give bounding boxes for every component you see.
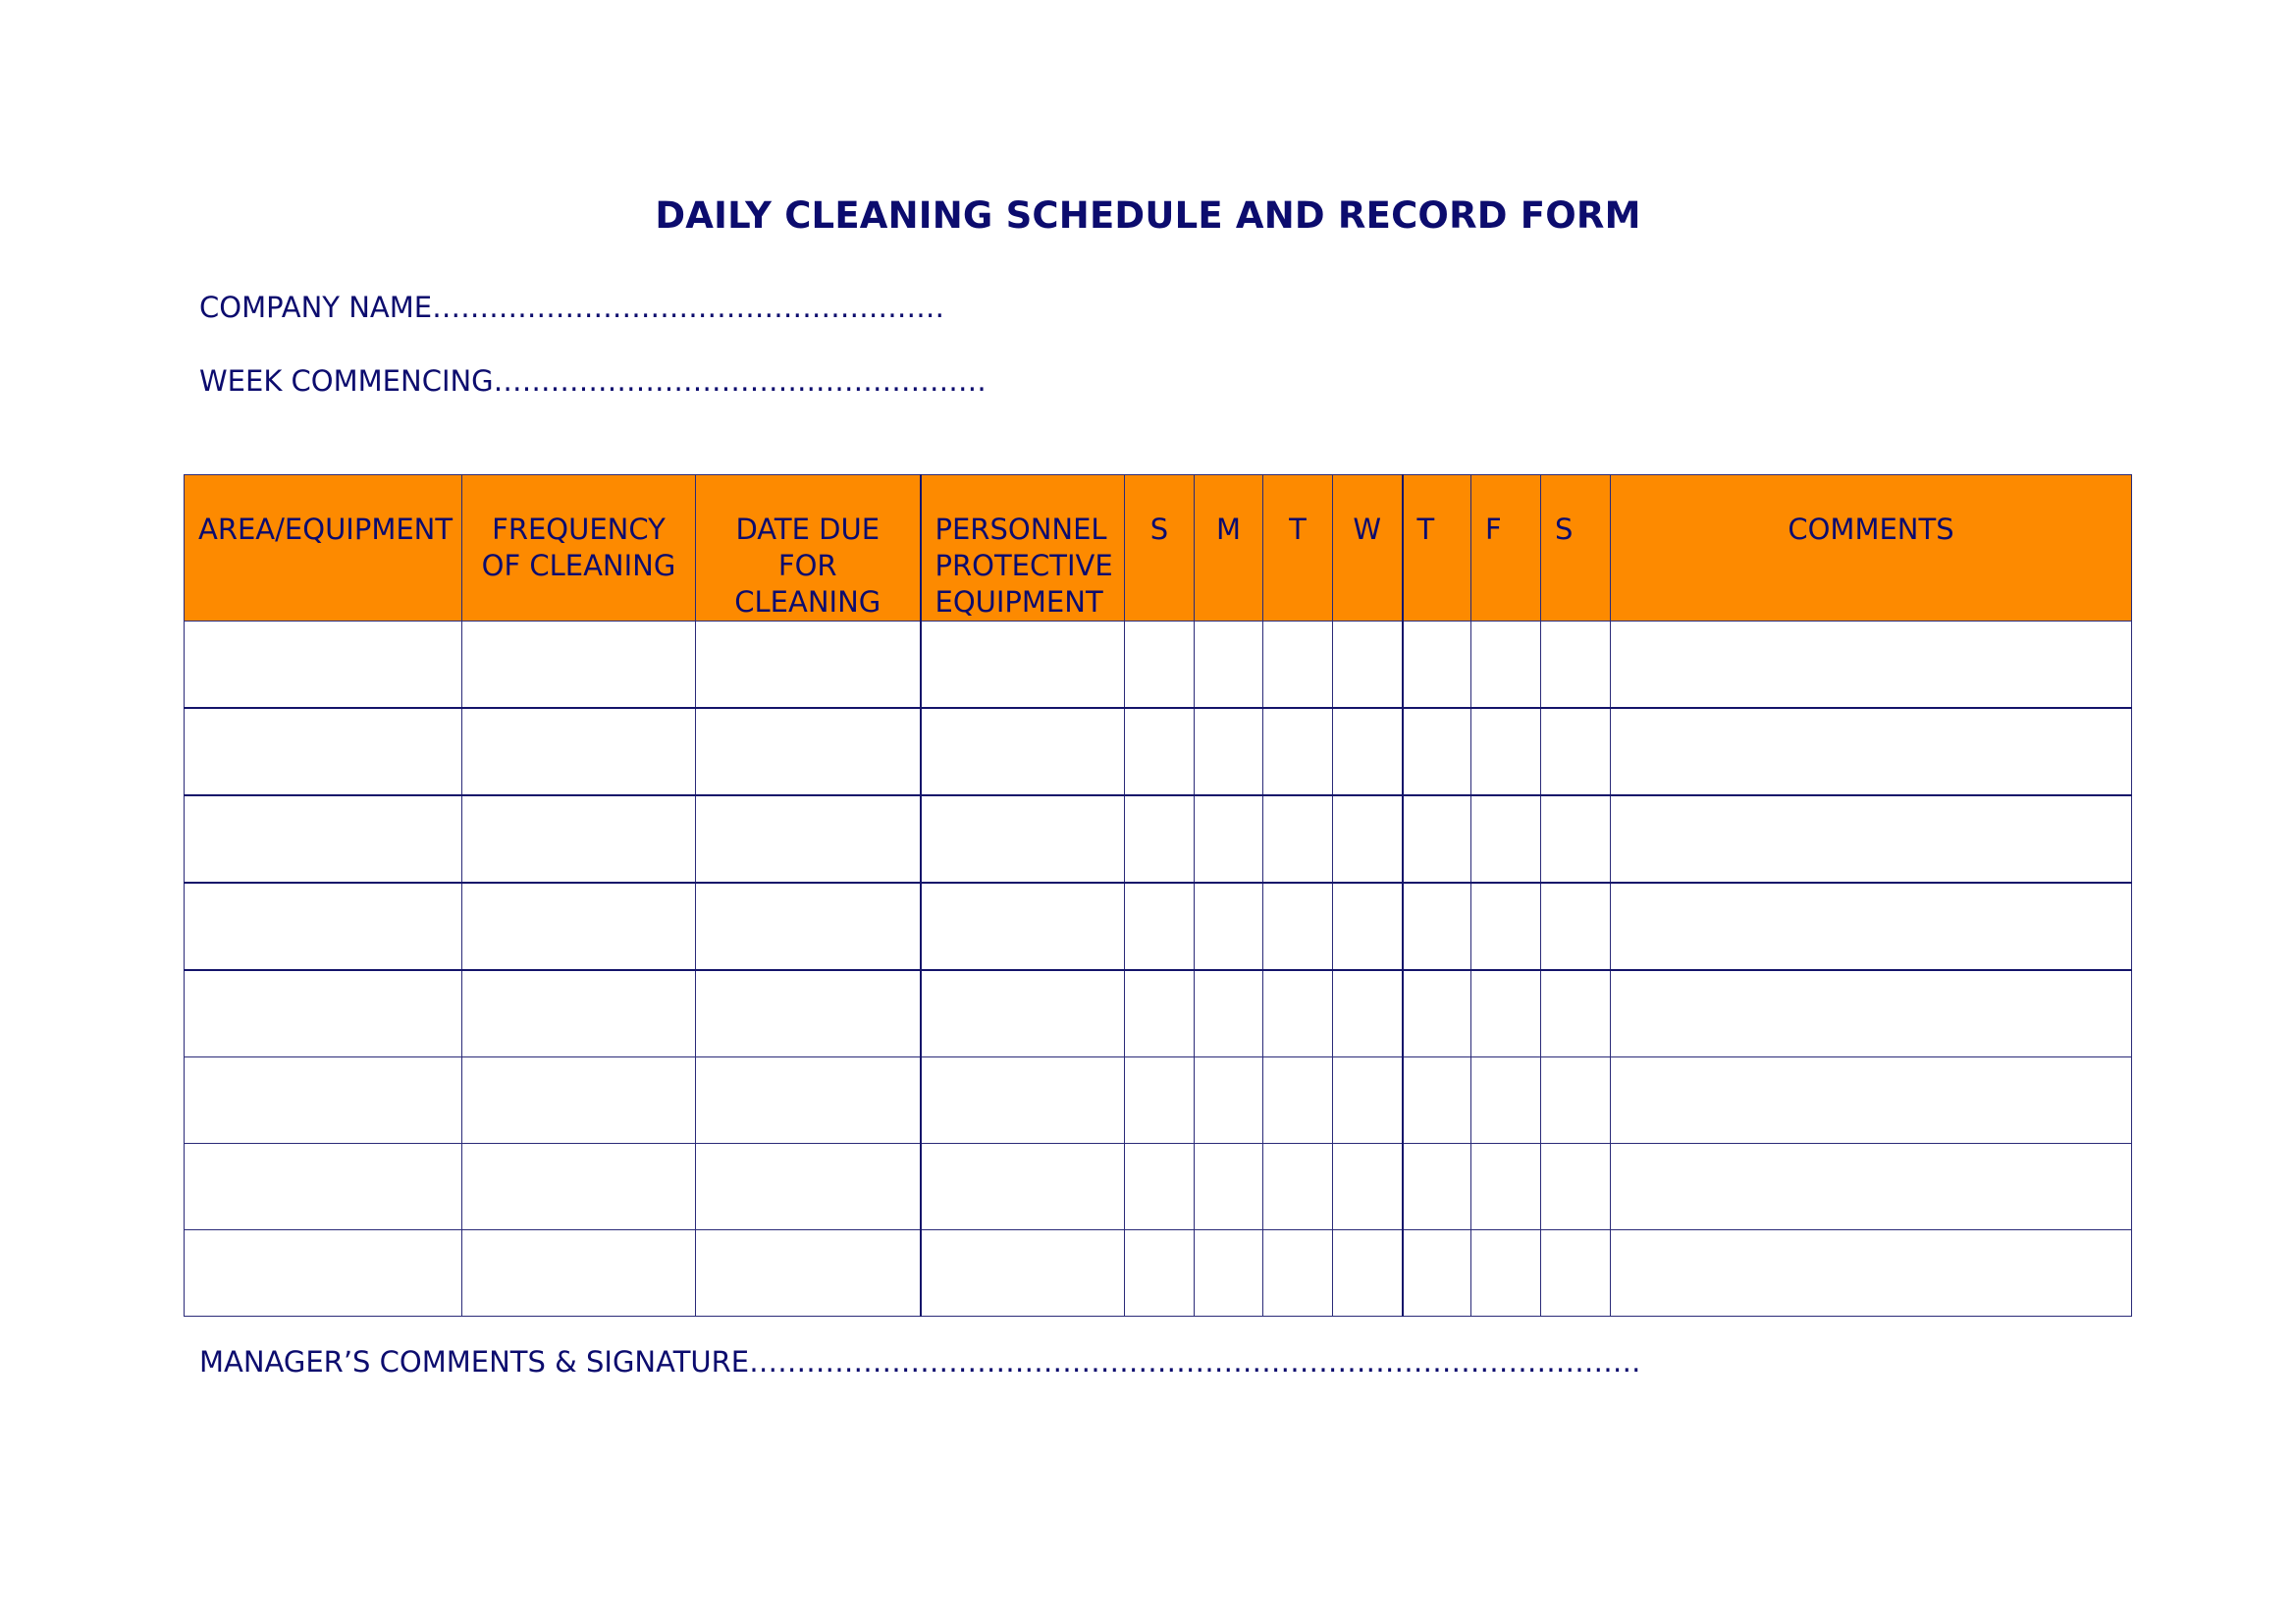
cell-tuesday[interactable]	[1263, 1230, 1333, 1317]
cell-sunday[interactable]	[1125, 622, 1195, 709]
cell-wednesday[interactable]	[1333, 1144, 1403, 1230]
cell-wednesday[interactable]	[1333, 795, 1403, 883]
table-row	[185, 883, 2132, 970]
table-body	[185, 622, 2132, 1317]
cell-thursday[interactable]	[1403, 1057, 1471, 1144]
cell-monday[interactable]	[1195, 1230, 1263, 1317]
cell-monday[interactable]	[1195, 1144, 1263, 1230]
cell-saturday[interactable]	[1541, 883, 1611, 970]
cell-comments[interactable]	[1611, 1144, 2132, 1230]
cell-date-due[interactable]	[696, 795, 921, 883]
cell-frequency[interactable]	[462, 708, 696, 795]
cell-ppe[interactable]	[921, 622, 1125, 709]
cell-ppe[interactable]	[921, 883, 1125, 970]
cell-tuesday[interactable]	[1263, 1144, 1333, 1230]
cell-date-due[interactable]	[696, 622, 921, 709]
cell-monday[interactable]	[1195, 970, 1263, 1057]
cell-frequency[interactable]	[462, 622, 696, 709]
cell-ppe[interactable]	[921, 970, 1125, 1057]
header-frequency: FREQUENCY OF CLEANING	[462, 475, 696, 622]
cell-area-equipment[interactable]	[185, 1057, 462, 1144]
cell-thursday[interactable]	[1403, 622, 1471, 709]
form-title: DAILY CLEANING SCHEDULE AND RECORD FORM	[655, 194, 1641, 237]
cell-friday[interactable]	[1471, 622, 1541, 709]
cell-saturday[interactable]	[1541, 1144, 1611, 1230]
cell-sunday[interactable]	[1125, 1144, 1195, 1230]
cell-thursday[interactable]	[1403, 970, 1471, 1057]
cell-frequency[interactable]	[462, 970, 696, 1057]
cell-saturday[interactable]	[1541, 970, 1611, 1057]
header-date-due: DATE DUE FOR CLEANING	[696, 475, 921, 622]
cell-date-due[interactable]	[696, 970, 921, 1057]
table-row	[185, 795, 2132, 883]
header-day-wednesday: W	[1333, 475, 1403, 622]
cell-wednesday[interactable]	[1333, 622, 1403, 709]
cell-area-equipment[interactable]	[185, 1230, 462, 1317]
cell-saturday[interactable]	[1541, 622, 1611, 709]
cell-frequency[interactable]	[462, 883, 696, 970]
header-ppe: PERSONNEL PROTECTIVE EQUIPMENT	[921, 475, 1125, 622]
cell-date-due[interactable]	[696, 708, 921, 795]
cell-friday[interactable]	[1471, 883, 1541, 970]
cell-date-due[interactable]	[696, 1057, 921, 1144]
cell-ppe[interactable]	[921, 708, 1125, 795]
cell-wednesday[interactable]	[1333, 1230, 1403, 1317]
cell-date-due[interactable]	[696, 883, 921, 970]
header-day-monday: M	[1195, 475, 1263, 622]
cell-ppe[interactable]	[921, 1144, 1125, 1230]
cell-area-equipment[interactable]	[185, 1144, 462, 1230]
cell-area-equipment[interactable]	[185, 970, 462, 1057]
cell-friday[interactable]	[1471, 970, 1541, 1057]
cell-comments[interactable]	[1611, 795, 2132, 883]
cell-wednesday[interactable]	[1333, 883, 1403, 970]
cell-friday[interactable]	[1471, 1230, 1541, 1317]
cleaning-schedule-table	[184, 474, 2132, 1317]
cell-thursday[interactable]	[1403, 1230, 1471, 1317]
cell-date-due[interactable]	[696, 1230, 921, 1317]
cell-area-equipment[interactable]	[185, 883, 462, 970]
cell-tuesday[interactable]	[1263, 1057, 1333, 1144]
table-row	[185, 708, 2132, 795]
cell-comments[interactable]	[1611, 970, 2132, 1057]
cell-monday[interactable]	[1195, 708, 1263, 795]
cell-tuesday[interactable]	[1263, 883, 1333, 970]
cell-frequency[interactable]	[462, 1144, 696, 1230]
header-day-sunday: S	[1125, 475, 1195, 622]
managers-comments-signature-field[interactable]: MANAGER’S COMMENTS & SIGNATURE………………………………………………………………………………….	[199, 1345, 1641, 1379]
cell-saturday[interactable]	[1541, 708, 1611, 795]
cell-ppe[interactable]	[921, 795, 1125, 883]
header-day-thursday: T	[1403, 475, 1471, 622]
table-row	[185, 1057, 2132, 1144]
cell-ppe[interactable]	[921, 1057, 1125, 1144]
cell-friday[interactable]	[1471, 1057, 1541, 1144]
cell-thursday[interactable]	[1403, 1144, 1471, 1230]
cell-date-due[interactable]	[696, 1144, 921, 1230]
header-day-friday: F	[1471, 475, 1541, 622]
cell-ppe[interactable]	[921, 1230, 1125, 1317]
cell-thursday[interactable]	[1403, 795, 1471, 883]
cell-sunday[interactable]	[1125, 883, 1195, 970]
table-row	[185, 970, 2132, 1057]
cell-sunday[interactable]	[1125, 970, 1195, 1057]
table-header-row	[185, 475, 2132, 622]
cell-comments[interactable]	[1611, 1230, 2132, 1317]
cell-monday[interactable]	[1195, 795, 1263, 883]
cell-sunday[interactable]	[1125, 1057, 1195, 1144]
cell-area-equipment[interactable]	[185, 795, 462, 883]
cell-tuesday[interactable]	[1263, 795, 1333, 883]
cell-frequency[interactable]	[462, 1057, 696, 1144]
cell-monday[interactable]	[1195, 1057, 1263, 1144]
cell-friday[interactable]	[1471, 795, 1541, 883]
cell-monday[interactable]	[1195, 883, 1263, 970]
cell-tuesday[interactable]	[1263, 708, 1333, 795]
cell-thursday[interactable]	[1403, 708, 1471, 795]
header-comments: COMMENTS	[1611, 475, 2132, 622]
cell-saturday[interactable]	[1541, 1057, 1611, 1144]
cell-area-equipment[interactable]	[185, 622, 462, 709]
cell-frequency[interactable]	[462, 795, 696, 883]
cell-friday[interactable]	[1471, 1144, 1541, 1230]
cell-sunday[interactable]	[1125, 708, 1195, 795]
cell-tuesday[interactable]	[1263, 622, 1333, 709]
cell-thursday[interactable]	[1403, 883, 1471, 970]
cell-tuesday[interactable]	[1263, 970, 1333, 1057]
company-name-field[interactable]: COMPANY NAME………………………………………………	[199, 291, 945, 324]
cell-comments[interactable]	[1611, 708, 2132, 795]
cell-wednesday[interactable]	[1333, 1057, 1403, 1144]
cell-comments[interactable]	[1611, 883, 2132, 970]
cell-comments[interactable]	[1611, 1057, 2132, 1144]
cell-sunday[interactable]	[1125, 795, 1195, 883]
cell-frequency[interactable]	[462, 1230, 696, 1317]
cell-wednesday[interactable]	[1333, 708, 1403, 795]
table-row	[185, 1230, 2132, 1317]
cell-area-equipment[interactable]	[185, 708, 462, 795]
cell-sunday[interactable]	[1125, 1230, 1195, 1317]
table-row	[185, 622, 2132, 709]
cell-saturday[interactable]	[1541, 1230, 1611, 1317]
header-day-tuesday: T	[1263, 475, 1333, 622]
header-day-saturday: S	[1541, 475, 1611, 622]
week-commencing-field[interactable]: WEEK COMMENCING…………………………….………………	[199, 364, 987, 398]
cell-wednesday[interactable]	[1333, 970, 1403, 1057]
cell-comments[interactable]	[1611, 622, 2132, 709]
cell-friday[interactable]	[1471, 708, 1541, 795]
table-row	[185, 1144, 2132, 1230]
cell-monday[interactable]	[1195, 622, 1263, 709]
cell-saturday[interactable]	[1541, 795, 1611, 883]
header-area-equipment: AREA/EQUIPMENT	[185, 475, 462, 622]
